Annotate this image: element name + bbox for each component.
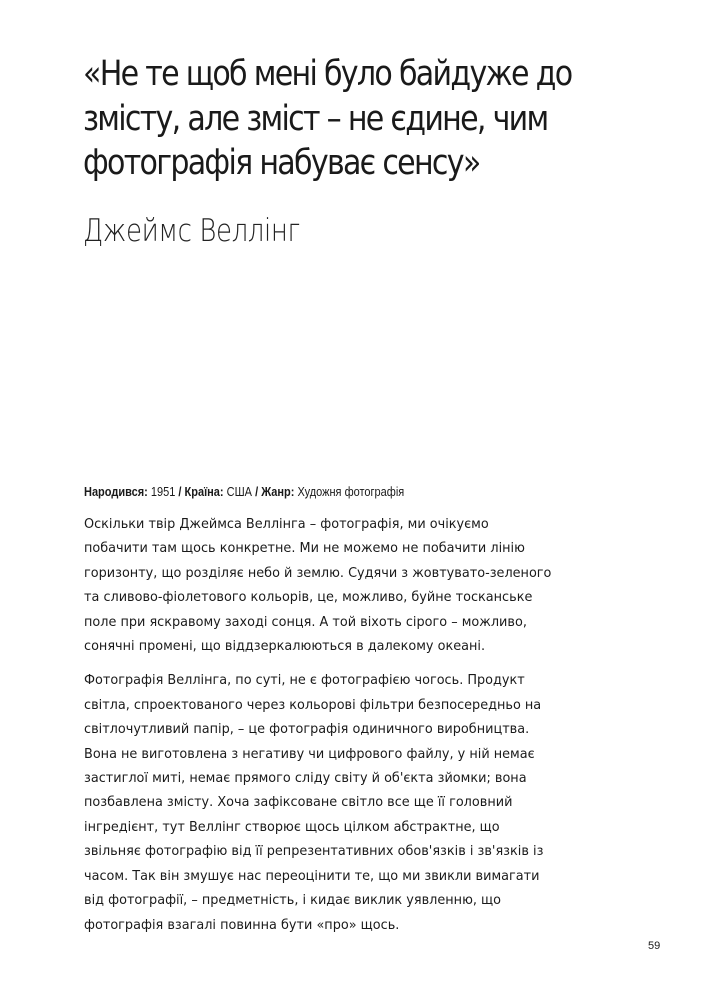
meta-separator: / bbox=[178, 485, 185, 499]
genre-value: Художня фотографія bbox=[294, 485, 405, 499]
meta-separator: / bbox=[255, 485, 262, 499]
text-line: поле при яскравому заході сонця. А той віхоть сірого – можливо, bbox=[84, 613, 527, 630]
article-body bbox=[84, 512, 552, 947]
text-line: Оскільки твір Джеймса Веллінга – фотографія, ми очікуємо bbox=[84, 516, 489, 532]
quote-line: «Не те щоб мені було байдуже до bbox=[83, 54, 572, 94]
text-line: світла, спроектованого через кольорові фільтри безпосередньо на bbox=[84, 696, 542, 713]
paragraph bbox=[84, 512, 552, 658]
country-value: США bbox=[223, 485, 256, 499]
text-line: фотографія взагалі повинна бути «про» щось. bbox=[84, 916, 400, 933]
text-line: горизонту, що розділяє небо й землю. Судячи з жовтувато-зеленого bbox=[84, 564, 552, 581]
text-line: та сливово-фіолетового кольорів, це, можливо, буйне тосканське bbox=[84, 589, 533, 606]
text-line: часом. Так він змушує нас переоцінити те, що ми звикли вимагати bbox=[84, 867, 540, 884]
quote-line: фотографія набуває сенсу» bbox=[83, 143, 480, 183]
page-number: 59 bbox=[648, 940, 661, 952]
quote-author: Джеймс Веллінг bbox=[83, 213, 300, 249]
country-label: Країна: bbox=[184, 485, 224, 499]
text-line: інгредієнт, тут Веллінг створює щось цілком абстрактне, що bbox=[84, 818, 500, 835]
text-line: побачити там щось конкретне. Ми не можемо не побачити лінію bbox=[84, 540, 525, 557]
text-line: від фотографії, – предметність, і кидає виклик уявленню, що bbox=[84, 892, 502, 909]
text-line: застиглої миті, немає прямого сліду світу й об'єкта зйомки; вона bbox=[84, 770, 527, 787]
text-line: позбавлена змісту. Хоча зафіксоване світло все ще її головний bbox=[84, 794, 513, 811]
genre-label: Жанр: bbox=[261, 485, 295, 499]
pull-quote bbox=[83, 52, 599, 186]
text-line: сонячні промені, що віддзеркалюються в далекому океані. bbox=[84, 638, 486, 655]
born-value: 1951 bbox=[147, 485, 179, 499]
text-line: Вона не виготовлена з негативу чи цифрового файлу, у ній немає bbox=[84, 745, 535, 762]
paragraph bbox=[84, 668, 544, 936]
text-line: звільняє фотографію від її репрезентативних обов'язків і зв'язків із bbox=[84, 843, 544, 860]
born-label: Народився: bbox=[84, 485, 148, 499]
text-line: Фотографія Веллінга, по суті, не є фотографією чогось. Продукт bbox=[84, 672, 525, 689]
text-line: світлочутливий папір, – це фотографія одиничного виробництва. bbox=[84, 721, 530, 738]
quote-line: змісту, але зміст – не єдине, чим bbox=[83, 98, 548, 139]
artist-meta bbox=[84, 483, 404, 501]
